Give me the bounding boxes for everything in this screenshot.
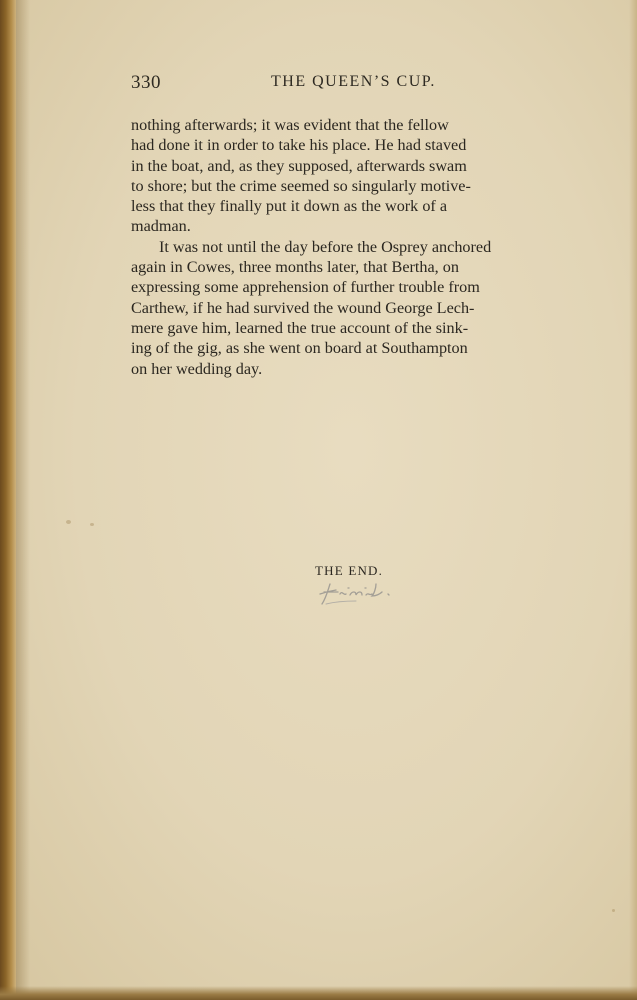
the-end-label: THE END.: [315, 563, 384, 578]
text-line: nothing afterwards; it was evident that the fellow: [131, 116, 449, 134]
text-line: less that they finally put it down as the work of a: [131, 197, 448, 216]
paragraph-2: [131, 237, 581, 379]
text-line: madman.: [131, 217, 191, 236]
page-number: 330: [131, 72, 161, 93]
text-line: in the boat, and, as they supposed, afterwards swam: [131, 156, 467, 175]
handwritten-finis-signature: [316, 572, 406, 612]
paper-speck: [90, 523, 94, 526]
page-bottom-edge: [0, 986, 637, 1000]
text-line: to shore; but the crime seemed so singularly motive-: [131, 176, 471, 195]
paragraph-1: [131, 115, 581, 237]
body-text: [131, 115, 581, 379]
text-line: Carthew, if he had survived the wound George Lech-: [131, 298, 475, 317]
page-right-edge: [629, 0, 637, 1000]
running-header: [131, 72, 581, 98]
text-line: again in Cowes, three months later, that Bertha, on: [131, 258, 459, 277]
paper-speck: [612, 909, 615, 912]
paper-speck: [66, 520, 71, 524]
text-line: on her wedding day.: [131, 359, 263, 378]
text-line: It was not until the day before the Osprey anchored: [159, 237, 492, 256]
text-line: ing of the gig, as she went on board at Southampton: [131, 339, 468, 358]
text-line: expressing some apprehension of further trouble from: [131, 278, 480, 297]
text-line: mere gave him, learned the true account of the sink-: [131, 318, 469, 337]
running-title: THE QUEEN’S CUP.: [271, 73, 436, 90]
text-line: had done it in order to take his place. He had staved: [131, 136, 467, 155]
binding-shadow: [16, 0, 30, 1000]
book-binding-edge: [0, 0, 16, 1000]
